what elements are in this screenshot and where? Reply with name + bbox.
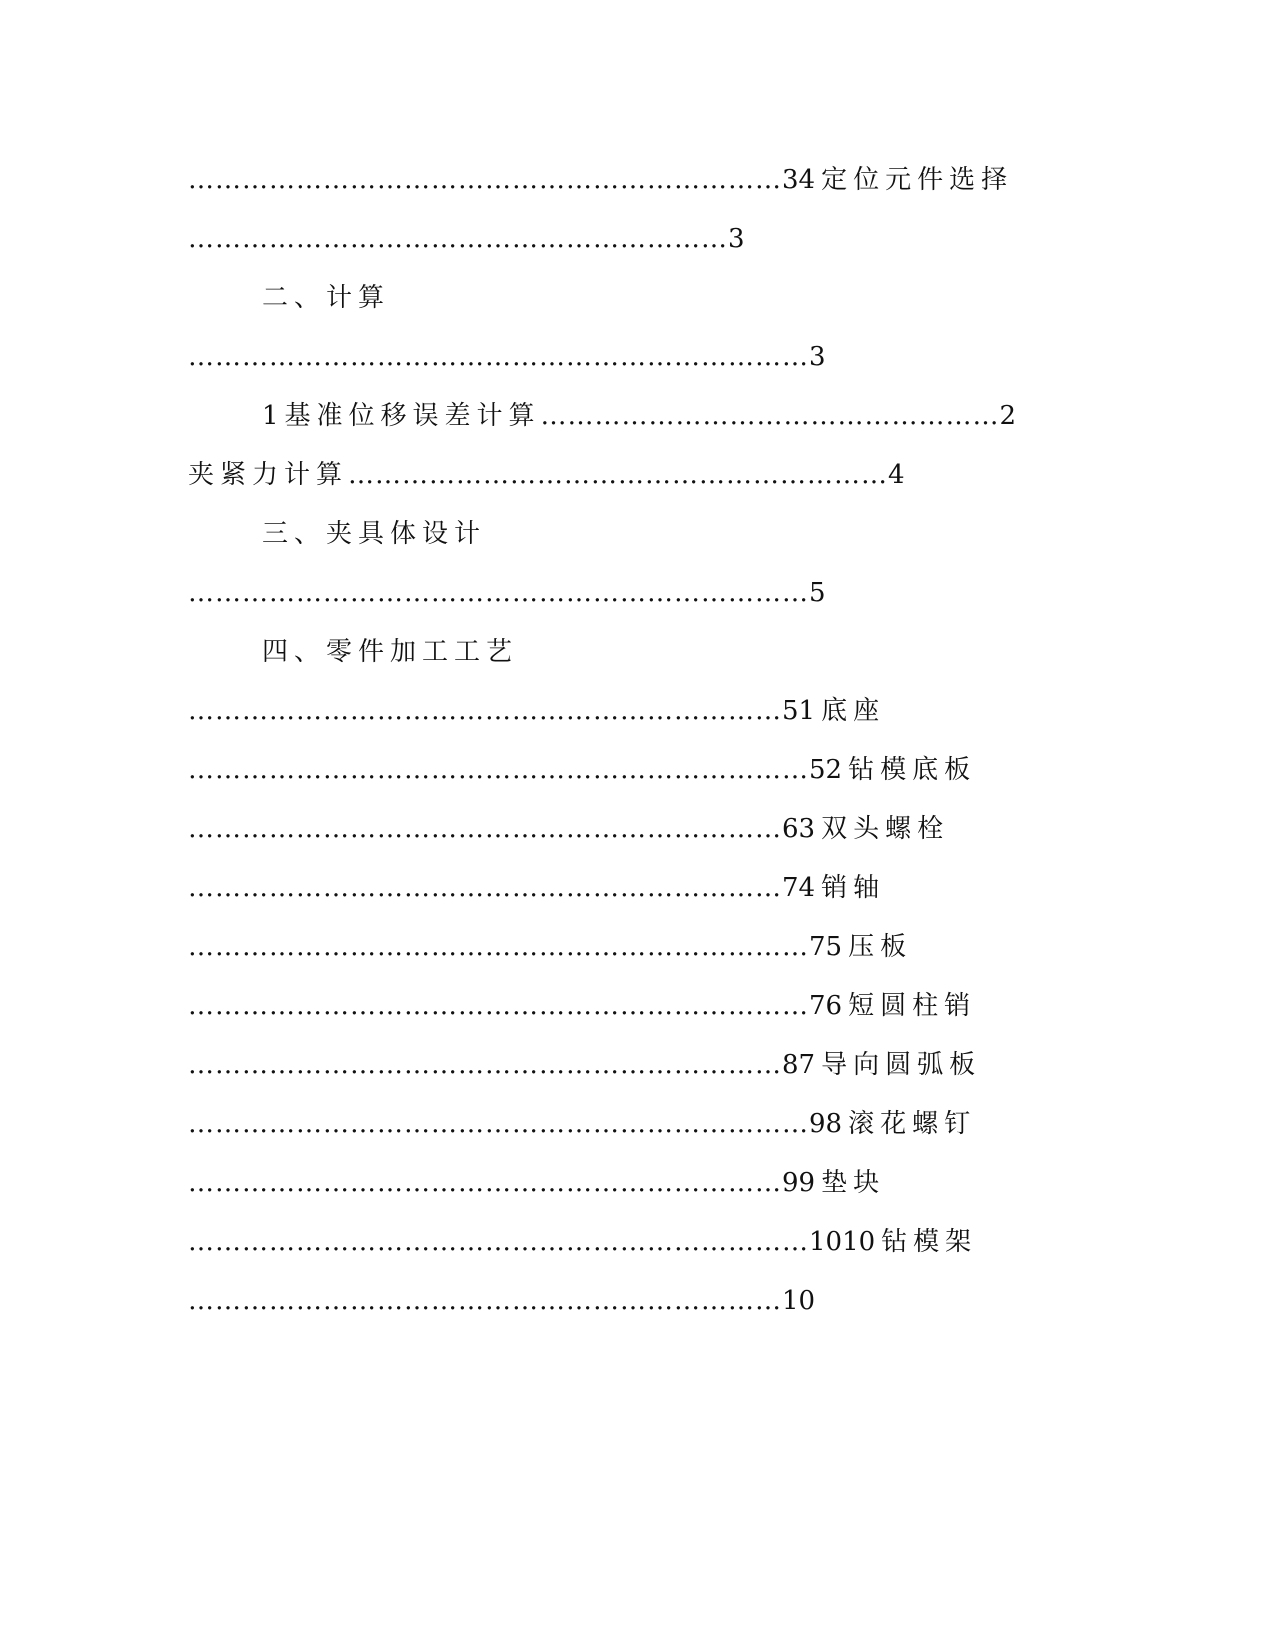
page-number: 52 <box>809 755 843 785</box>
toc-entry-title: 夹紧力计算 <box>188 460 349 490</box>
page-number: 98 <box>809 1109 843 1139</box>
toc-entry-drill-frame <box>188 1222 977 1262</box>
dot-leader: ………………………………………………………… <box>188 1286 782 1316</box>
toc-entry-title: 垫块 <box>821 1168 886 1198</box>
toc-entry-datum-error <box>262 396 1016 436</box>
page-number: 75 <box>809 932 843 962</box>
toc-entry-title: 钻模架 <box>881 1227 978 1257</box>
dot-leader: ………………………………………………………… <box>188 814 782 844</box>
page-number: 10 <box>782 1286 816 1316</box>
page-number: 5 <box>809 578 826 608</box>
page-number: 34 <box>782 165 816 195</box>
dot-leader: …………………………………………………………… <box>188 1109 809 1139</box>
toc-entry-5 <box>188 573 826 613</box>
toc-heading-machining-process <box>262 632 518 672</box>
dot-leader: …………………………………………………………… <box>188 991 809 1021</box>
toc-entry-title: 销轴 <box>821 873 886 903</box>
toc-entry-title: 压板 <box>848 932 913 962</box>
page-number: 2 <box>999 401 1017 431</box>
toc-entry-3b <box>188 337 826 377</box>
page-number: 4 <box>888 460 905 490</box>
toc-heading: 二、计算 <box>262 283 391 313</box>
dot-leader: …………………………………………………………… <box>188 578 809 608</box>
toc-entry-title: 1基准位移误差计算 <box>262 401 541 431</box>
toc-heading: 三、夹具体设计 <box>262 519 487 549</box>
dot-leader: ………………………………………………………… <box>188 696 782 726</box>
dot-leader: ………………………………………………………… <box>188 1050 782 1080</box>
dot-leader: …………………………………………………… <box>348 460 889 490</box>
dot-leader: ………………………………………………………… <box>188 165 782 195</box>
page-number: 76 <box>809 991 843 1021</box>
page-number: 63 <box>782 814 816 844</box>
page-number: 87 <box>782 1050 816 1080</box>
dot-leader: …………………………………………………………… <box>188 1227 809 1257</box>
toc-entry-stud-bolt <box>188 809 949 849</box>
toc-entry-title: 导向圆弧板 <box>821 1050 982 1080</box>
toc-entry-3 <box>188 219 745 259</box>
toc-entry-spacer-block <box>188 1163 885 1203</box>
toc-entry-drill-plate <box>188 750 976 790</box>
page-number: 1010 <box>809 1227 876 1257</box>
toc-entry-title: 定位元件选择 <box>821 165 1014 195</box>
page-number: 99 <box>782 1168 816 1198</box>
page-number: 3 <box>728 224 745 254</box>
page-number: 3 <box>809 342 826 372</box>
toc-entry-clamping-force <box>188 455 905 495</box>
toc-entry-guide-arc-plate <box>188 1045 981 1085</box>
dot-leader: …………………………………………………………… <box>188 755 809 785</box>
toc-entry-knurled-screw <box>188 1104 976 1144</box>
page-number: 51 <box>782 696 816 726</box>
dot-leader: …………………………………………… <box>540 401 1000 431</box>
toc-entry-10 <box>188 1281 815 1321</box>
dot-leader: …………………………………………………………… <box>188 932 809 962</box>
toc-entry-title: 短圆柱销 <box>848 991 977 1021</box>
toc-entry-title: 钻模底板 <box>848 755 977 785</box>
toc-entry-34 <box>188 160 1013 200</box>
toc-heading: 四、零件加工工艺 <box>262 637 519 667</box>
toc-entry-base <box>188 691 885 731</box>
toc-entry-pressure-plate <box>188 927 912 967</box>
dot-leader: ………………………………………………………… <box>188 873 782 903</box>
toc-heading-calculation <box>262 278 390 318</box>
toc-entry-title: 滚花螺钉 <box>848 1109 977 1139</box>
page-number: 74 <box>782 873 816 903</box>
toc-entry-title: 底座 <box>821 696 886 726</box>
dot-leader: …………………………………………………………… <box>188 342 809 372</box>
toc-entry-title: 双头螺栓 <box>821 814 950 844</box>
toc-heading-fixture-design <box>262 514 486 554</box>
toc-entry-short-pin <box>188 986 976 1026</box>
dot-leader: ………………………………………………………… <box>188 1168 782 1198</box>
toc-entry-pin-shaft <box>188 868 885 908</box>
dot-leader: …………………………………………………… <box>188 224 728 254</box>
